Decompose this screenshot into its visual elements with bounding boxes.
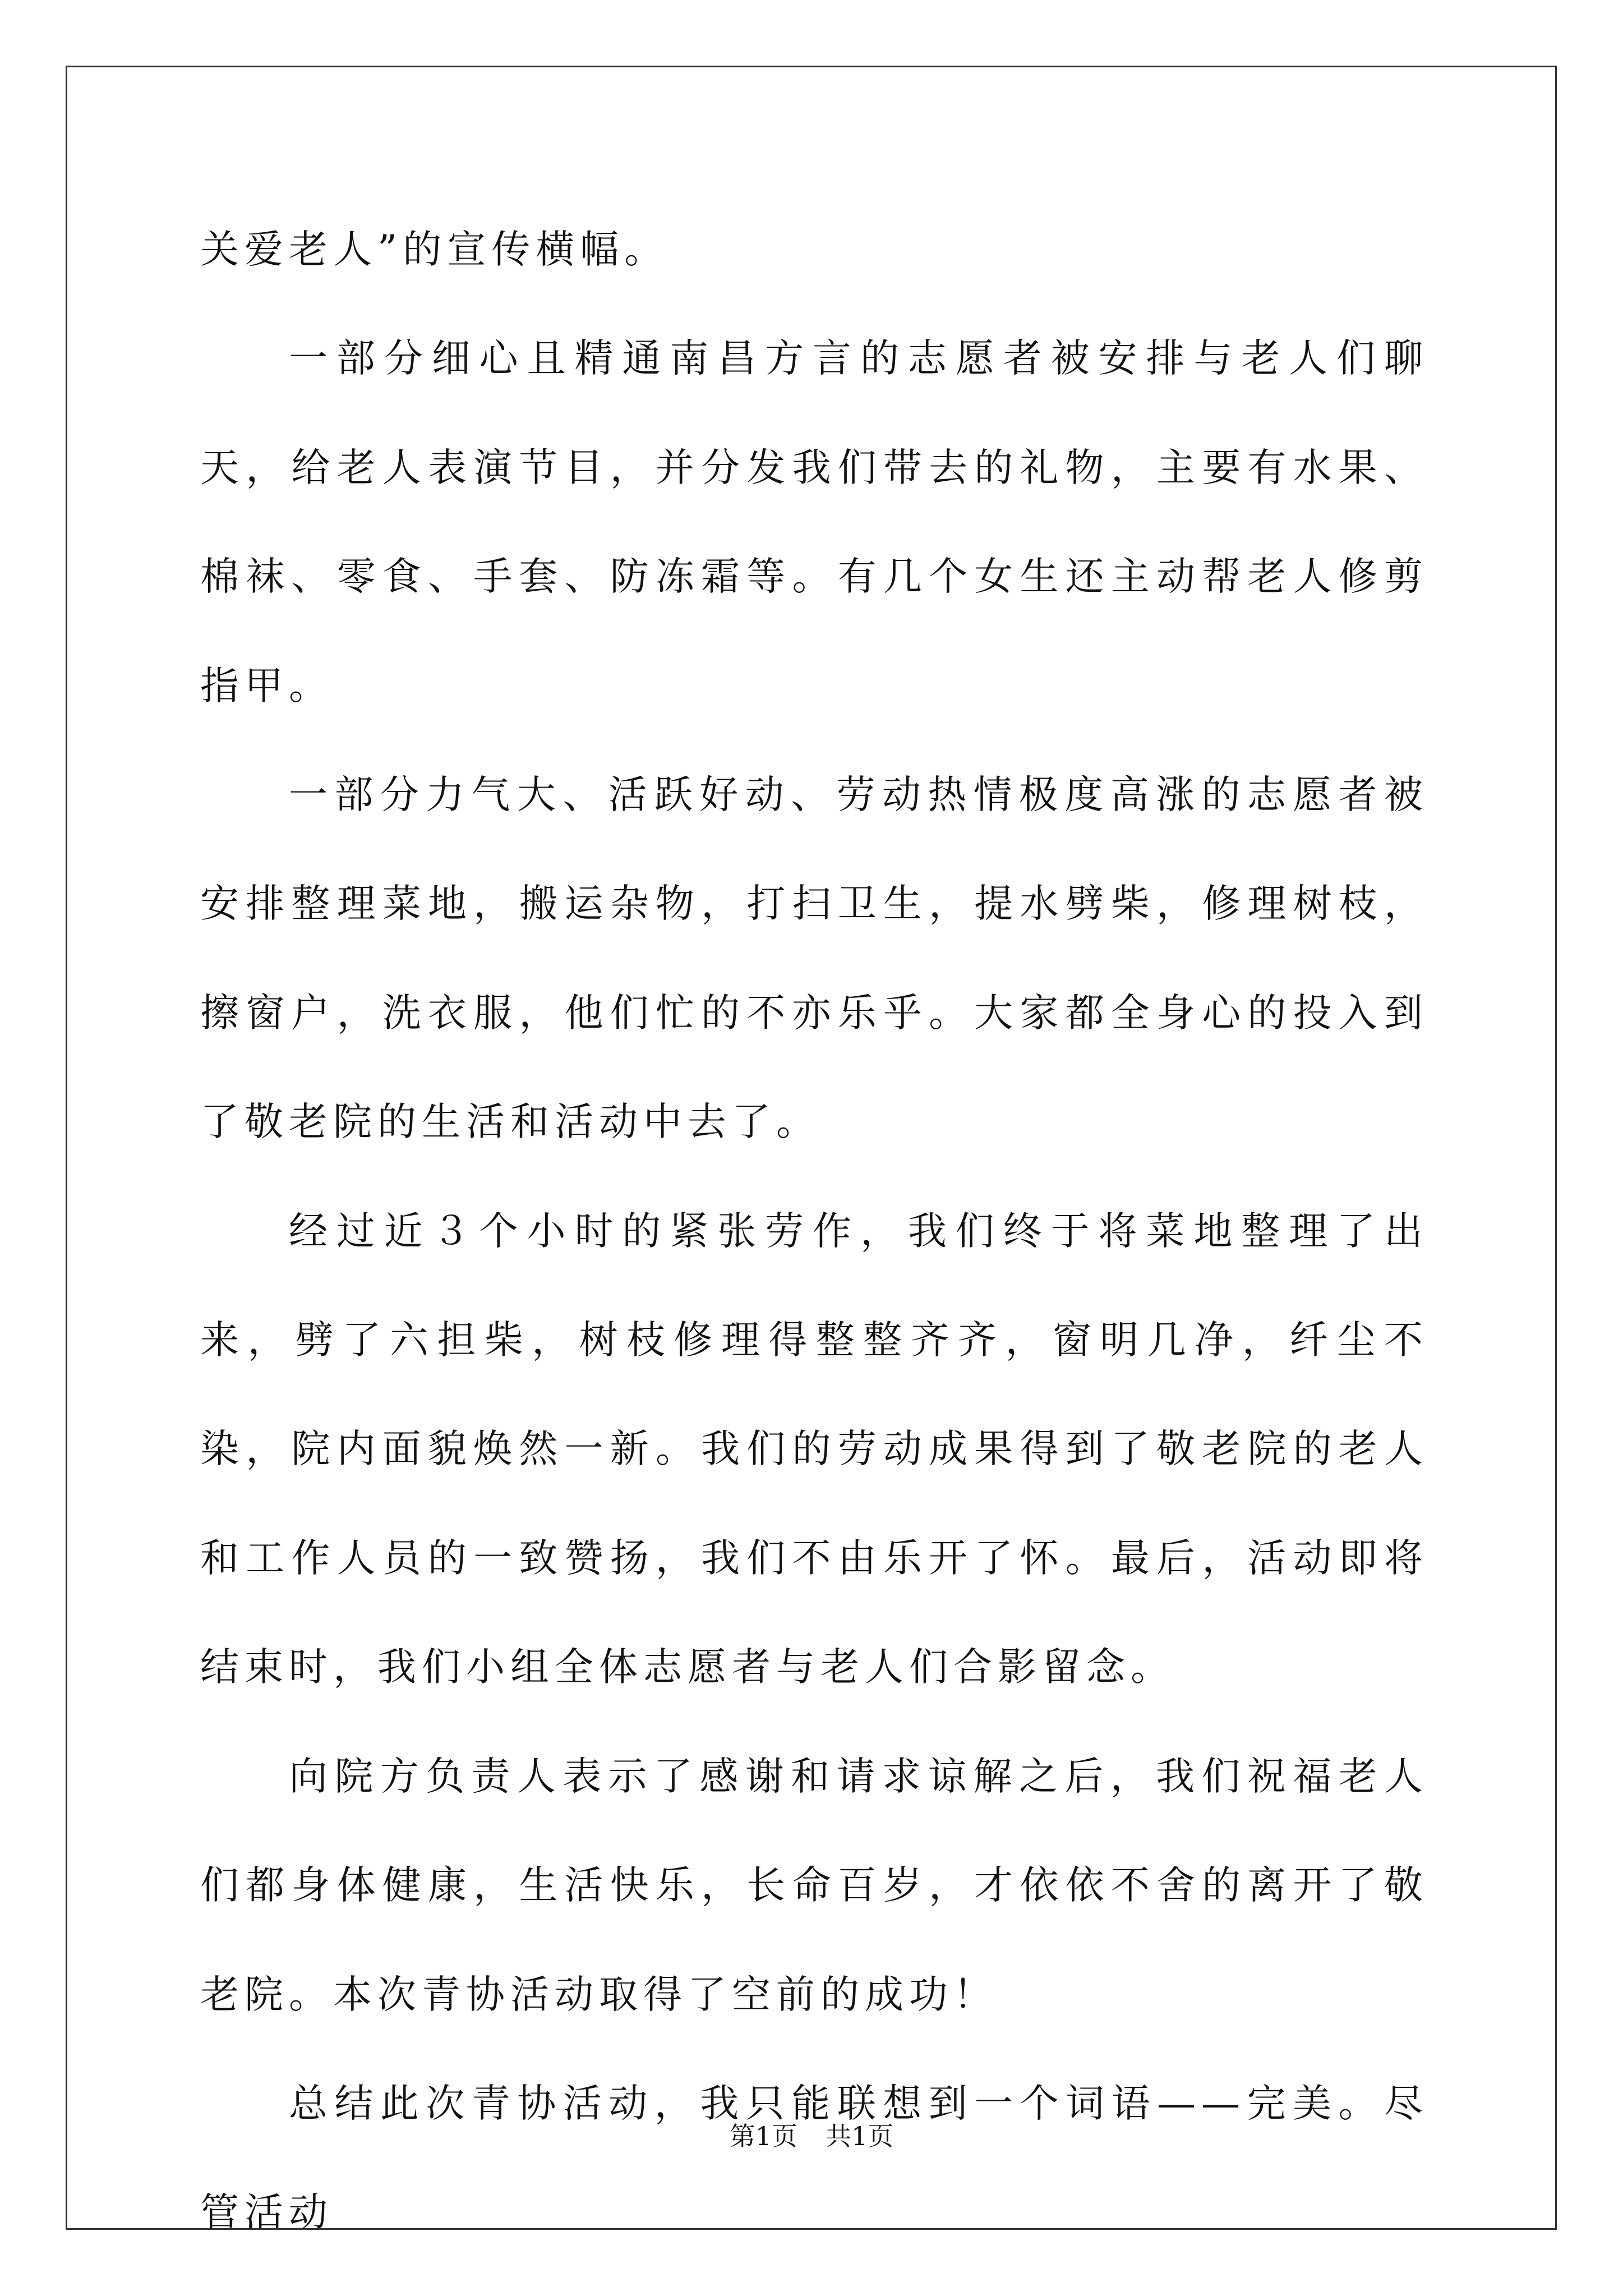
page-number: 第1页	[729, 2121, 797, 2151]
page-total: 共1页	[826, 2121, 894, 2151]
document-body	[200, 195, 1428, 2267]
paragraph-2: 一部分细心且精通南昌方言的志愿者被安排与老人们聊天，给老人表演节目，并分发我们带去的礼物，主要有水果、棉袜、零食、手套、防冻霜等。有几个女生还主动帮老人修剪指甲。	[200, 336, 1428, 708]
paragraph-5: 向院方负责人表示了感谢和请求谅解之后，我们祝福老人们都身体健康，生活快乐，长命百岁，才依依不舍的离开了敬老院。本次青协活动取得了空前的成功！	[200, 1754, 1428, 2017]
page-footer	[0, 2119, 1623, 2153]
paragraph-1: 关爱老人”的宣传横幅。	[200, 227, 669, 272]
paragraph-4: 经过近３个小时的紧张劳作，我们终于将菜地整理了出来，劈了六担柴，树枝修理得整整齐齐，窗明几净，纤尘不染，院内面貌焕然一新。我们的劳动成果得到了敬老院的老人和工作人员的一致赞扬，我们不由乐开了怀。最后，活动即将结束时，我们小组全体志愿者与老人们合影留念。	[200, 1208, 1428, 1690]
paragraph-3: 一部分力气大、活跃好动、劳动热情极度高涨的志愿者被安排整理菜地，搬运杂物，打扫卫生，提水劈柴，修理树枝，擦窗户，洗衣服，他们忙的不亦乐乎。大家都全身心的投入到了敬老院的生活和活动中去了。	[200, 772, 1428, 1145]
paragraph-6: 总结此次青协活动，我只能联想到一个词语——完美。尽管活动	[200, 2081, 1428, 2235]
